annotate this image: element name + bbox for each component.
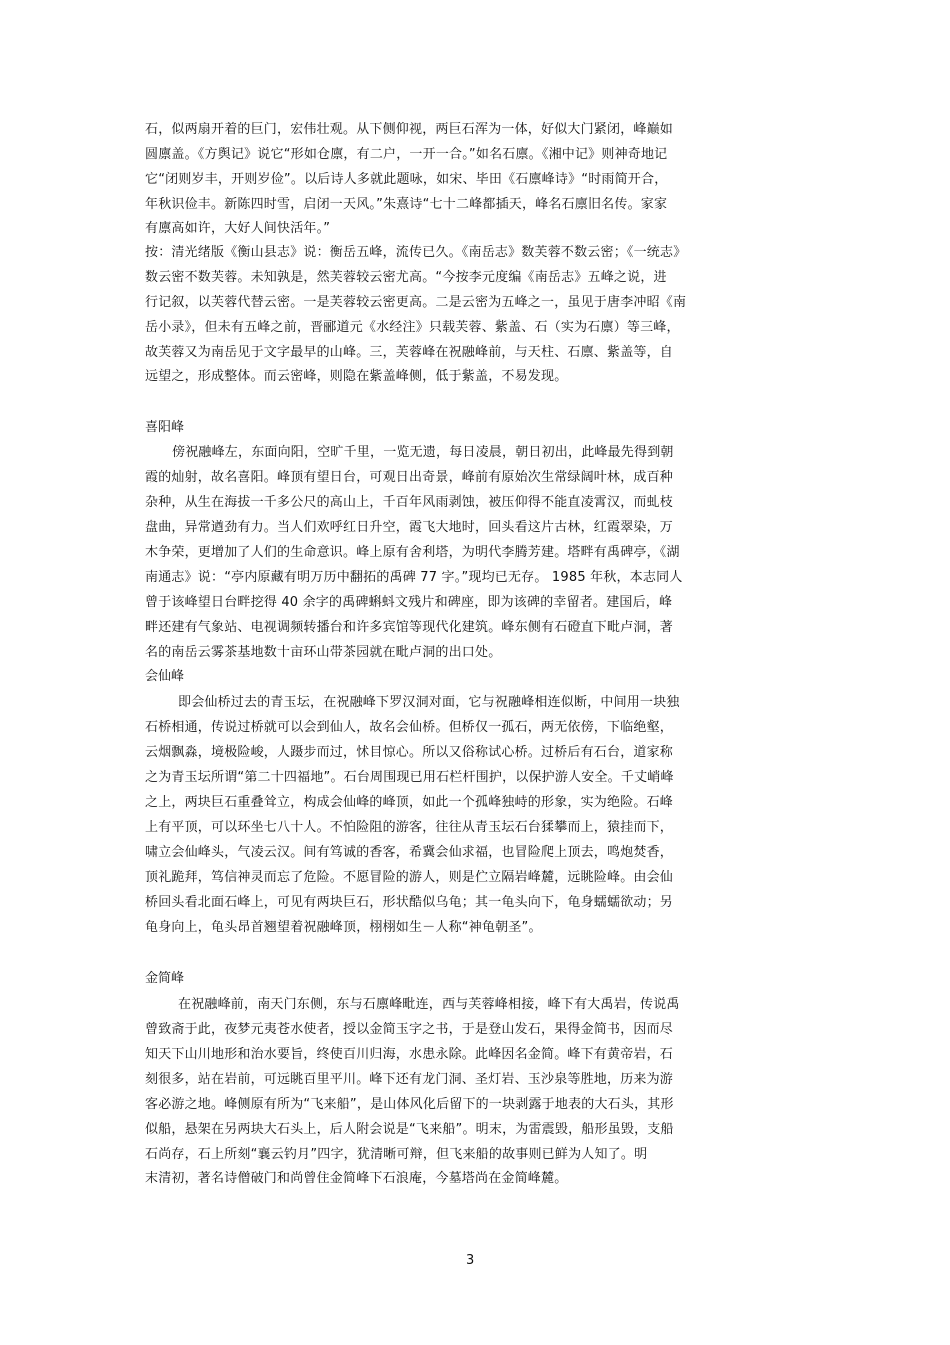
paragraph-line: 名的南岳云雾茶基地数十亩环山带茶园就在毗卢洞的出口处。 bbox=[145, 645, 502, 660]
paragraph-line: 刻很多，站在岩前，可远眺百里平川。峰下还有龙门洞、圣灯岩、玉沙泉等胜地，历来为游 bbox=[145, 1072, 674, 1087]
section-heading: 金简峰 bbox=[145, 971, 185, 986]
paragraph-line: 顶礼跪拜，笃信神灵而忘了危险。不愿冒险的游人，则是伫立隔岩峰麓，远眺险峰。由会仙 bbox=[145, 870, 674, 885]
paragraph-line: 杂种，从生在海拔一千多公尺的高山上，千百年风雨剥蚀，被压仰得不能直凌霄汉，而虬枝 bbox=[145, 495, 674, 510]
paragraph-line: 傍祝融峰左，东面向阳，空旷千里，一览无遗，每日凌晨，朝日初出，此峰最先得到朝 bbox=[172, 445, 674, 460]
paragraph-line: 知天下山川地形和治水要旨，终使百川归海，水患永除。此峰因名金简。峰下有黄帝岩，石 bbox=[145, 1047, 674, 1062]
paragraph-line: 曾于该峰望日台畔挖得 40 余字的禹碑蝌蚪文残片和碑座，即为该碑的幸留者。建国后，峰 bbox=[145, 595, 673, 610]
paragraph-line: 石尚存，石上所刻“襄云钓月”四字，犹清晰可辩，但飞来船的故事则已鲜为人知了。明 bbox=[145, 1147, 648, 1162]
page-number: 3 bbox=[466, 1253, 475, 1268]
paragraph-line: 之上，两块巨石重叠耸立，构成会仙峰的峰顶，如此一个孤峰独峙的形象，实为绝险。石峰 bbox=[145, 795, 674, 810]
paragraph-line: 石桥相通，传说过桥就可以会到仙人，故名会仙桥。但桥仅一孤石，两无依傍，下临绝壑， bbox=[145, 720, 674, 735]
paragraph-line: 行记叙，以芙蓉代替云密。一是芙蓉较云密更高。二是云密为五峰之一，虽见于唐李冲昭《南 bbox=[145, 295, 687, 310]
paragraph-line: 在祝融峰前，南天门东侧，东与石廪峰毗连，西与芙蓉峰相接，峰下有大禹岩，传说禹 bbox=[178, 997, 680, 1012]
paragraph-line: 霞的灿射，故名喜阳。峰顶有望日台，可观日出奇景，峰前有原始次生常绿阔叶林，成百种 bbox=[145, 470, 674, 485]
paragraph-line: 年秋识俭丰。新陈四时雪，启闭一天风。”朱熹诗“七十二峰都插天，峰名石廪旧名传。家家 bbox=[145, 197, 668, 212]
paragraph-line: 南通志》说：“亭内原藏有明万历中翻拓的禹碑 77 字。”现均已无存。 1985 年秋，本志同人 bbox=[145, 570, 683, 585]
paragraph-line: 曾致斋于此，夜梦元夷苍水使者，授以金简玉字之书，于是登山发石，果得金简书，因而尽 bbox=[145, 1022, 674, 1037]
section-heading: 会仙峰 bbox=[145, 669, 185, 684]
paragraph-line: 圆廪盖。《方舆记》说它“形如仓廪，有二户，一开一合。”如名石廪。《湘中记》则神奇地记 bbox=[145, 147, 668, 162]
paragraph-line: 云烟飘淼，境极险峻，人蹑步而过，怵目惊心。所以又俗称试心桥。过桥后有石台，道家称 bbox=[145, 745, 674, 760]
paragraph-line: 龟身向上，龟头昂首翘望着祝融峰顶，栩栩如生－人称“神龟朝圣”。 bbox=[145, 920, 542, 935]
paragraph-line: 上有平顶，可以环坐七八十人。不怕险阻的游客，往往从青玉坛石台猱攀而上，猿挂而下， bbox=[145, 820, 674, 835]
paragraph-line: 盘曲，异常遒劲有力。当人们欢呼红日升空，霞飞大地时，回头看这片古林，红霞翠染，万 bbox=[145, 520, 674, 535]
paragraph-line: 客必游之地。峰侧原有所为“飞来船”，是山体风化后留下的一块剥露于地表的大石头，其形 bbox=[145, 1097, 674, 1112]
paragraph-line: 石，似两扇开着的巨门，宏伟壮观。从下侧仰视，两巨石浑为一体，好似大门紧闭，峰巅如 bbox=[145, 122, 674, 137]
paragraph-line: 有廪高如许，大好人间快活年。” bbox=[145, 221, 331, 236]
paragraph-line: 岳小录》，但未有五峰之前，晋郦道元《水经注》只载芙蓉、紫盖、石（实为石廪）等三峰， bbox=[145, 320, 680, 335]
paragraph-line: 畔还建有气象站、电视调频转播台和许多宾馆等现代化建筑。峰东侧有石磴直下毗卢洞，著 bbox=[145, 620, 674, 635]
paragraph-line: 啸立会仙峰头，气凌云汉。间有笃诚的香客，希冀会仙求福，也冒险爬上顶去，鸣炮焚香， bbox=[145, 845, 674, 860]
paragraph-line: 桥回头看北面石峰上，可见有两块巨石，形状酷似乌龟；其一龟头向下，龟身蠕蠕欲动；另 bbox=[145, 895, 674, 910]
section-heading: 喜阳峰 bbox=[145, 420, 185, 435]
paragraph-line: 按：清光绪版《衡山县志》说：衡岳五峰，流传已久。《南岳志》数芙蓉不数云密；《一统志》 bbox=[145, 245, 687, 260]
paragraph-line: 木争荣，更增加了人们的生命意识。峰上原有舍利塔，为明代李腾芳建。塔畔有禹碑亭，《湖 bbox=[145, 545, 680, 560]
paragraph-line: 它“闭则岁丰，开则岁俭”。以后诗人多就此题咏，如宋、毕田《石廪峰诗》“时雨简开合， bbox=[145, 172, 668, 187]
paragraph-line: 即会仙桥过去的青玉坛，在祝融峰下罗汉洞对面，它与祝融峰相连似断，中间用一块独 bbox=[178, 695, 680, 710]
paragraph-line: 之为青玉坛所谓“第二十四福地”。石台周围现已用石栏杆围护，以保护游人安全。千丈峭峰 bbox=[145, 770, 674, 785]
paragraph-line: 似船，悬架在另两块大石头上，后人附会说是“飞来船”。明末，为雷震毁，船形虽毁，支船 bbox=[145, 1122, 674, 1137]
paragraph-line: 故芙蓉又为南岳见于文字最早的山峰。三，芙蓉峰在祝融峰前，与天柱、石廪、紫盖等，自 bbox=[145, 345, 674, 360]
paragraph-line: 数云密不数芙蓉。未知孰是，然芙蓉较云密尤高。“今按李元度编《南岳志》五峰之说，进 bbox=[145, 270, 667, 285]
paragraph-line: 末清初，著名诗僧破门和尚曾住金简峰下石浪庵，今墓塔尚在金简峰麓。 bbox=[145, 1171, 568, 1186]
paragraph-line: 远望之，形成整体。而云密峰，则隐在紫盖峰侧，低于紫盖，不易发现。 bbox=[145, 369, 568, 384]
